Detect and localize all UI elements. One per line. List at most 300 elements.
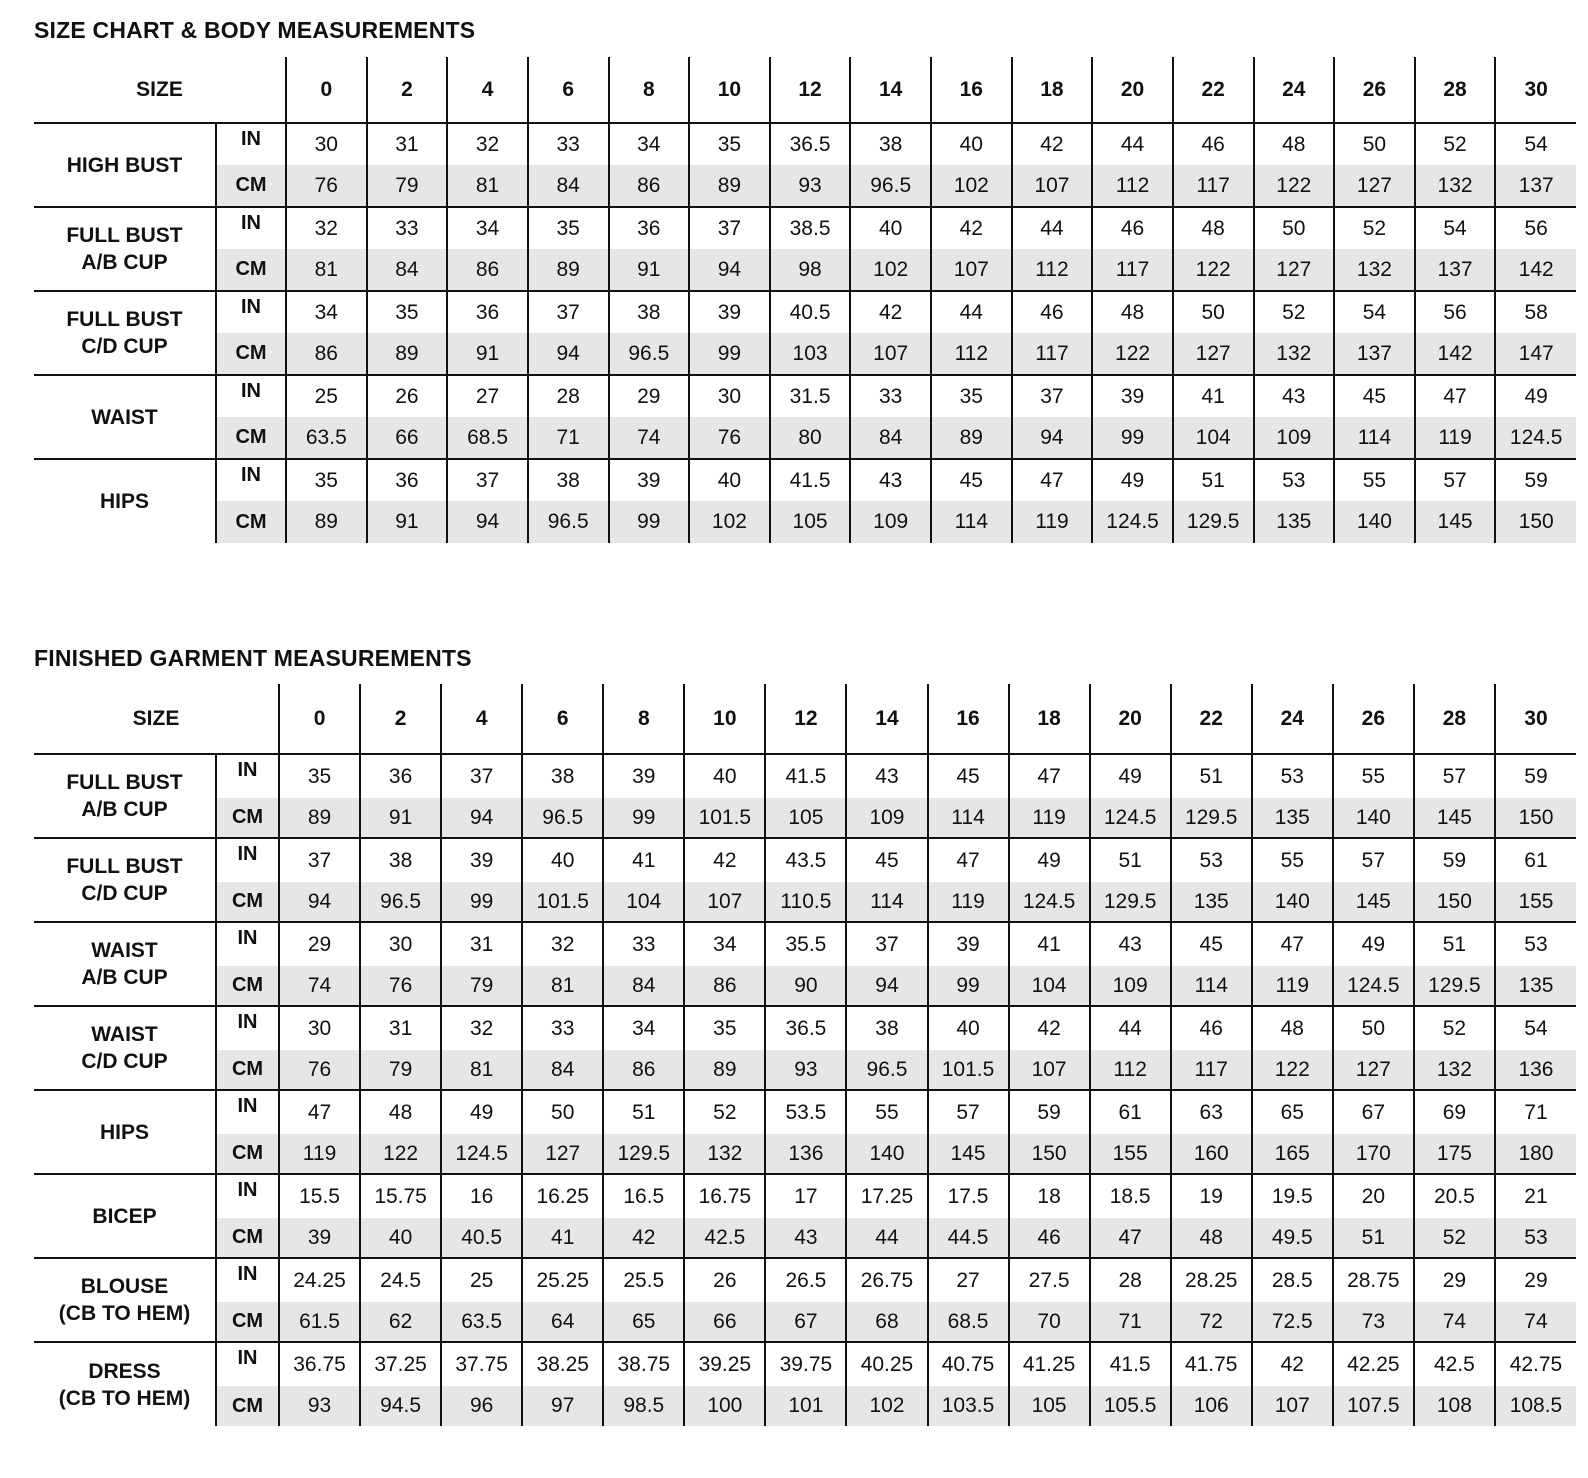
measurement-value: 49.5 (1252, 1218, 1333, 1258)
measurement-value: 140 (846, 1134, 927, 1174)
measurement-value: 39.25 (684, 1342, 765, 1386)
measurement-value: 91 (447, 333, 528, 375)
size-column-header: 6 (528, 57, 609, 123)
measurement-value: 114 (931, 501, 1012, 543)
measurement-value: 68.5 (447, 417, 528, 459)
measurement-value: 37.25 (360, 1342, 441, 1386)
measurement-value: 145 (1414, 798, 1495, 838)
measurement-label (34, 1006, 216, 1090)
measurement-value: 46 (1092, 207, 1173, 249)
measurement-label-line: A/B CUP (81, 251, 168, 274)
measurement-value: 47 (1415, 375, 1496, 417)
measurement-value: 35 (279, 754, 360, 798)
measurement-value: 15.5 (279, 1174, 360, 1218)
measurement-value: 38 (850, 123, 931, 165)
measurement-value: 29 (279, 922, 360, 966)
measurement-value: 52 (1414, 1218, 1495, 1258)
measurement-value: 124.5 (1495, 417, 1576, 459)
measurement-value: 103 (770, 333, 851, 375)
measurement-value: 132 (684, 1134, 765, 1174)
measurement-label-line: FULL BUST (66, 855, 183, 878)
measurement-row-in (34, 1174, 1576, 1218)
measurement-row-in (34, 922, 1576, 966)
measurement-value: 50 (1173, 291, 1254, 333)
measurement-row-cm (34, 1134, 1576, 1174)
measurement-value: 57 (1415, 459, 1496, 501)
measurement-row-in (34, 291, 1576, 333)
measurement-value: 94 (689, 249, 770, 291)
garment-measurements-table (34, 684, 1576, 1426)
measurement-value: 114 (846, 882, 927, 922)
measurement-value: 97 (522, 1386, 603, 1426)
measurement-value: 44 (1012, 207, 1093, 249)
measurement-value: 46 (1171, 1006, 1252, 1050)
measurement-value: 42.25 (1333, 1342, 1414, 1386)
measurement-value: 107 (931, 249, 1012, 291)
measurement-value: 49 (1009, 838, 1090, 882)
measurement-value: 56 (1495, 207, 1576, 249)
measurement-value: 94 (528, 333, 609, 375)
measurement-row-cm (34, 501, 1576, 543)
measurement-value: 124.5 (1090, 798, 1171, 838)
measurement-value: 145 (1333, 882, 1414, 922)
measurement-label-line: BICEP (92, 1204, 157, 1228)
size-column-header: 10 (684, 684, 765, 754)
measurement-value: 145 (1415, 501, 1496, 543)
measurement-value: 38 (609, 291, 690, 333)
measurement-value: 18.5 (1090, 1174, 1171, 1218)
measurement-value: 76 (360, 966, 441, 1006)
measurement-value: 140 (1334, 501, 1415, 543)
measurement-value: 96.5 (846, 1050, 927, 1090)
measurement-value: 69 (1414, 1090, 1495, 1134)
size-column-header: 24 (1252, 684, 1333, 754)
measurement-value: 45 (928, 754, 1009, 798)
measurement-value: 56 (1415, 291, 1496, 333)
size-column-header: 26 (1334, 57, 1415, 123)
measurement-value: 50 (522, 1090, 603, 1134)
measurement-value: 31.5 (770, 375, 851, 417)
size-column-header: 14 (846, 684, 927, 754)
measurement-value: 53 (1254, 459, 1335, 501)
measurement-value: 39 (279, 1218, 360, 1258)
measurement-label-line: BLOUSE (80, 1275, 169, 1298)
measurement-value: 99 (689, 333, 770, 375)
measurement-value: 38.25 (522, 1342, 603, 1386)
measurement-value: 37 (441, 754, 522, 798)
measurement-value: 37 (279, 838, 360, 882)
measurement-value: 55 (1333, 754, 1414, 798)
measurement-value: 117 (1012, 333, 1093, 375)
measurement-label (34, 1258, 216, 1342)
measurement-value: 42.5 (1414, 1342, 1495, 1386)
size-column-header: 4 (441, 684, 522, 754)
measurement-value: 35 (689, 123, 770, 165)
measurement-value: 38 (528, 459, 609, 501)
measurement-value: 180 (1495, 1134, 1576, 1174)
measurement-value: 36 (447, 291, 528, 333)
size-header-label: SIZE (132, 706, 180, 730)
measurement-value: 170 (1333, 1134, 1414, 1174)
measurement-value: 35 (286, 459, 367, 501)
measurement-value: 81 (522, 966, 603, 1006)
measurement-value: 41.25 (1009, 1342, 1090, 1386)
measurement-value: 99 (603, 798, 684, 838)
measurement-value: 40.25 (846, 1342, 927, 1386)
measurement-value: 109 (1090, 966, 1171, 1006)
measurement-value: 127 (522, 1134, 603, 1174)
unit-label-cm: CM (216, 501, 286, 543)
size-column-header: 18 (1009, 684, 1090, 754)
measurement-label-line: WAIST (91, 1023, 158, 1046)
measurement-value: 96.5 (360, 882, 441, 922)
measurement-value: 40 (931, 123, 1012, 165)
measurement-value: 98.5 (603, 1386, 684, 1426)
unit-label-cm: CM (216, 1050, 279, 1090)
measurement-value: 96.5 (522, 798, 603, 838)
measurement-value: 94 (447, 501, 528, 543)
size-column-header: 20 (1092, 57, 1173, 123)
measurement-value: 140 (1333, 798, 1414, 838)
measurement-value: 55 (1252, 838, 1333, 882)
measurement-label-line: A/B CUP (81, 798, 168, 821)
measurement-value: 63.5 (286, 417, 367, 459)
measurement-value: 71 (1495, 1090, 1576, 1134)
measurement-value: 16.25 (522, 1174, 603, 1218)
measurement-label-line: FULL BUST (66, 308, 183, 331)
measurement-value: 129.5 (1173, 501, 1254, 543)
measurement-value: 103.5 (928, 1386, 1009, 1426)
measurement-value: 26 (684, 1258, 765, 1302)
measurement-value: 89 (286, 501, 367, 543)
measurement-value: 71 (1090, 1302, 1171, 1342)
measurement-value: 109 (1254, 417, 1335, 459)
measurement-value: 34 (684, 922, 765, 966)
measurement-value: 136 (765, 1134, 846, 1174)
measurement-value: 105 (765, 798, 846, 838)
measurement-value: 104 (1173, 417, 1254, 459)
measurement-value: 129.5 (1090, 882, 1171, 922)
measurement-label (34, 207, 216, 291)
measurement-label-line: (CB TO HEM) (58, 1302, 191, 1325)
measurement-value: 84 (522, 1050, 603, 1090)
measurement-value: 28.75 (1333, 1258, 1414, 1302)
measurement-value: 48 (1092, 291, 1173, 333)
size-column-header: 22 (1173, 57, 1254, 123)
measurement-value: 57 (928, 1090, 1009, 1134)
measurement-value: 102 (846, 1386, 927, 1426)
unit-label-cm: CM (216, 1386, 279, 1426)
measurement-value: 29 (1495, 1258, 1576, 1302)
garment-measurements-section (34, 644, 1576, 1426)
measurement-value: 45 (846, 838, 927, 882)
measurement-value: 55 (1334, 459, 1415, 501)
measurement-value: 89 (684, 1050, 765, 1090)
measurement-row-cm (34, 798, 1576, 838)
unit-label-in: IN (216, 922, 279, 966)
unit-label-cm: CM (216, 417, 286, 459)
measurement-value: 93 (765, 1050, 846, 1090)
measurement-label (34, 123, 216, 207)
measurement-value: 94 (279, 882, 360, 922)
measurement-row-cm (34, 249, 1576, 291)
measurement-value: 49 (1092, 459, 1173, 501)
measurement-row-in (34, 1258, 1576, 1302)
measurement-value: 49 (1333, 922, 1414, 966)
measurement-value: 67 (1333, 1090, 1414, 1134)
measurement-row-in (34, 1006, 1576, 1050)
measurement-value: 45 (1171, 922, 1252, 966)
measurement-value: 93 (279, 1386, 360, 1426)
measurement-value: 39 (609, 459, 690, 501)
measurement-value: 76 (286, 165, 367, 207)
measurement-label (34, 754, 216, 838)
size-column-header: 14 (850, 57, 931, 123)
measurement-value: 84 (367, 249, 448, 291)
unit-label-cm: CM (216, 966, 279, 1006)
measurement-row-in (34, 375, 1576, 417)
measurement-value: 38.75 (603, 1342, 684, 1386)
unit-label-cm: CM (216, 882, 279, 922)
measurement-value: 91 (609, 249, 690, 291)
measurement-value: 108 (1414, 1386, 1495, 1426)
measurement-value: 55 (846, 1090, 927, 1134)
unit-label-in: IN (216, 1342, 279, 1386)
measurement-value: 42 (931, 207, 1012, 249)
measurement-value: 37 (447, 459, 528, 501)
measurement-value: 132 (1415, 165, 1496, 207)
measurement-value: 41 (603, 838, 684, 882)
measurement-value: 47 (1090, 1218, 1171, 1258)
measurement-value: 28 (528, 375, 609, 417)
measurement-value: 50 (1333, 1006, 1414, 1050)
unit-label-cm: CM (216, 165, 286, 207)
measurement-value: 16 (441, 1174, 522, 1218)
measurement-label-line: FULL BUST (66, 224, 183, 247)
measurement-value: 47 (1009, 754, 1090, 798)
measurement-value: 81 (447, 165, 528, 207)
measurement-value: 81 (286, 249, 367, 291)
measurement-value: 100 (684, 1386, 765, 1426)
measurement-label (34, 1174, 216, 1258)
size-column-header: 18 (1012, 57, 1093, 123)
measurement-label-line: FULL BUST (66, 771, 183, 794)
size-column-header: 2 (367, 57, 448, 123)
measurement-value: 64 (522, 1302, 603, 1342)
size-column-header: 6 (522, 684, 603, 754)
measurement-value: 105.5 (1090, 1386, 1171, 1426)
measurement-value: 32 (447, 123, 528, 165)
measurement-value: 40 (684, 754, 765, 798)
measurement-value: 42 (1252, 1342, 1333, 1386)
measurement-value: 30 (279, 1006, 360, 1050)
measurement-value: 53.5 (765, 1090, 846, 1134)
unit-label-cm: CM (216, 1134, 279, 1174)
unit-label-in: IN (216, 1174, 279, 1218)
unit-label-cm: CM (216, 333, 286, 375)
measurement-value: 51 (603, 1090, 684, 1134)
body-measurements-section (34, 16, 1576, 543)
measurement-label-line: HIGH BUST (66, 153, 183, 177)
measurement-value: 94 (846, 966, 927, 1006)
measurement-value: 114 (1334, 417, 1415, 459)
unit-label-in: IN (216, 291, 286, 333)
body-measurements-table (34, 57, 1576, 543)
measurement-value: 119 (1009, 798, 1090, 838)
measurement-value: 33 (522, 1006, 603, 1050)
measurement-value: 65 (1252, 1090, 1333, 1134)
measurement-value: 101.5 (684, 798, 765, 838)
measurement-value: 48 (1254, 123, 1335, 165)
measurement-value: 46 (1012, 291, 1093, 333)
measurement-label (34, 838, 216, 922)
measurement-value: 36.75 (279, 1342, 360, 1386)
measurement-value: 41.5 (1090, 1342, 1171, 1386)
measurement-value: 135 (1171, 882, 1252, 922)
measurement-value: 33 (603, 922, 684, 966)
measurement-value: 122 (1092, 333, 1173, 375)
measurement-value: 94 (441, 798, 522, 838)
measurement-value: 59 (1495, 459, 1576, 501)
measurement-value: 36 (360, 754, 441, 798)
measurement-label (34, 291, 216, 375)
measurement-value: 68.5 (928, 1302, 1009, 1342)
measurement-value: 38.5 (770, 207, 851, 249)
measurement-value: 127 (1333, 1050, 1414, 1090)
measurement-value: 71 (528, 417, 609, 459)
measurement-value: 63 (1171, 1090, 1252, 1134)
measurement-value: 81 (441, 1050, 522, 1090)
measurement-value: 42 (684, 838, 765, 882)
measurement-value: 49 (1090, 754, 1171, 798)
measurement-value: 86 (447, 249, 528, 291)
measurement-value: 132 (1414, 1050, 1495, 1090)
measurement-value: 35 (367, 291, 448, 333)
measurement-value: 36.5 (770, 123, 851, 165)
measurement-value: 38 (846, 1006, 927, 1050)
measurement-value: 74 (279, 966, 360, 1006)
measurement-value: 102 (850, 249, 931, 291)
measurement-value: 53 (1171, 838, 1252, 882)
measurement-value: 107 (1012, 165, 1093, 207)
measurement-value: 37 (846, 922, 927, 966)
measurement-value: 52 (1254, 291, 1335, 333)
measurement-value: 26.75 (846, 1258, 927, 1302)
size-column-header: 2 (360, 684, 441, 754)
measurement-value: 89 (528, 249, 609, 291)
measurement-value: 37 (689, 207, 770, 249)
measurement-row-cm (34, 417, 1576, 459)
measurement-value: 99 (1092, 417, 1173, 459)
measurement-value: 142 (1495, 249, 1576, 291)
measurement-value: 105 (1009, 1386, 1090, 1426)
measurement-value: 17.25 (846, 1174, 927, 1218)
measurement-value: 127 (1254, 249, 1335, 291)
measurement-value: 104 (1009, 966, 1090, 1006)
measurement-value: 16.75 (684, 1174, 765, 1218)
body-measurements-title: SIZE CHART & BODY MEASUREMENTS (34, 17, 476, 43)
measurement-label-line: A/B CUP (81, 966, 168, 989)
measurement-value: 35 (684, 1006, 765, 1050)
measurement-value: 51 (1173, 459, 1254, 501)
measurement-value: 57 (1414, 754, 1495, 798)
measurement-value: 47 (1012, 459, 1093, 501)
measurement-value: 136 (1495, 1050, 1576, 1090)
unit-label-in: IN (216, 754, 279, 798)
measurement-value: 27 (447, 375, 528, 417)
measurement-value: 31 (441, 922, 522, 966)
measurement-value: 90 (765, 966, 846, 1006)
measurement-value: 114 (928, 798, 1009, 838)
measurement-label (34, 922, 216, 1006)
measurement-value: 16.5 (603, 1174, 684, 1218)
measurement-value: 25.5 (603, 1258, 684, 1302)
measurement-value: 33 (367, 207, 448, 249)
measurement-row-cm (34, 1050, 1576, 1090)
measurement-value: 25 (286, 375, 367, 417)
measurement-value: 58 (1495, 291, 1576, 333)
measurement-value: 124.5 (1333, 966, 1414, 1006)
measurement-value: 39 (689, 291, 770, 333)
measurement-value: 53 (1495, 1218, 1576, 1258)
measurement-row-in (34, 838, 1576, 882)
measurement-row-cm (34, 1218, 1576, 1258)
measurement-value: 39 (928, 922, 1009, 966)
measurement-value: 96 (441, 1386, 522, 1426)
measurement-value: 32 (441, 1006, 522, 1050)
measurement-row-in (34, 1090, 1576, 1134)
measurement-value: 32 (522, 922, 603, 966)
measurement-value: 107 (684, 882, 765, 922)
measurement-value: 93 (770, 165, 851, 207)
unit-label-in: IN (216, 123, 286, 165)
measurement-value: 119 (1415, 417, 1496, 459)
measurement-value: 34 (447, 207, 528, 249)
measurement-value: 41 (1009, 922, 1090, 966)
size-column-header: 28 (1414, 684, 1495, 754)
measurement-value: 46 (1173, 123, 1254, 165)
measurement-value: 54 (1495, 1006, 1576, 1050)
measurement-value: 135 (1495, 966, 1576, 1006)
measurement-value: 15.75 (360, 1174, 441, 1218)
measurement-value: 112 (1092, 165, 1173, 207)
measurement-value: 30 (360, 922, 441, 966)
measurement-value: 36 (367, 459, 448, 501)
measurement-value: 74 (609, 417, 690, 459)
measurement-value: 66 (684, 1302, 765, 1342)
measurement-value: 40.5 (441, 1218, 522, 1258)
measurement-value: 127 (1334, 165, 1415, 207)
measurement-value: 54 (1334, 291, 1415, 333)
measurement-value: 135 (1252, 798, 1333, 838)
size-column-header: 30 (1495, 57, 1576, 123)
measurement-value: 89 (279, 798, 360, 838)
measurement-value: 46 (1009, 1218, 1090, 1258)
measurement-value: 129.5 (1414, 966, 1495, 1006)
measurement-value: 110.5 (765, 882, 846, 922)
measurement-value: 94.5 (360, 1386, 441, 1426)
measurement-value: 51 (1171, 754, 1252, 798)
measurement-value: 122 (1252, 1050, 1333, 1090)
measurement-value: 49 (441, 1090, 522, 1134)
measurement-value: 102 (931, 165, 1012, 207)
measurement-value: 61.5 (279, 1302, 360, 1342)
measurement-label-line: DRESS (88, 1359, 161, 1383)
size-column-header: 16 (928, 684, 1009, 754)
measurement-value: 35 (931, 375, 1012, 417)
size-header-label: SIZE (136, 77, 183, 101)
measurement-value: 74 (1414, 1302, 1495, 1342)
